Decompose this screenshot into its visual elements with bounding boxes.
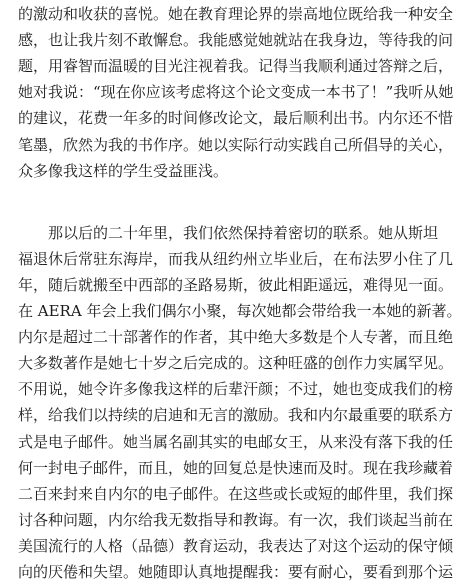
text-line: 向的厌倦和失望。她随即认真地提醒我：要有耐心，要看到那个运 (18, 563, 454, 581)
text-line: 何一封电子邮件，而且，她的回复总是快速而及时。现在我珍藏着 (18, 458, 454, 477)
text-line: 式是电子邮件。她当属名副其实的电邮女王，从来没有落下我的任 (18, 432, 454, 451)
text-line: 二百来封来自内尔的电子邮件。在这些或长或短的邮件里，我们探 (18, 484, 454, 503)
text-line: 题，用睿智而温暖的目光注视着我。记得当我顺利通过答辩之后， (18, 57, 454, 76)
text-line: 的建议，花费一年多的时间修改论文，最后顺利出书。内尔还不惜 (18, 109, 454, 128)
text-line: 福退休后常驻东海岸，而我从纽约州立毕业后，在布法罗小住了几 (18, 249, 454, 268)
text-line: 感，也让我片刻不敢懈怠。我能感觉她就站在我身边，等待我的问 (18, 31, 454, 50)
text-line: 美国流行的人格（品德）教育运动，我表达了对这个运动的保守倾 (18, 536, 454, 555)
text-line: 笔墨，欣然为我的书作序。她以实际行动实践自己所倡导的关心， (18, 135, 454, 154)
text-line: 的激动和收获的喜悦。她在教育理论界的崇高地位既给我一种安全 (18, 5, 454, 23)
text-line: 大多数著作是她七十岁之后完成的。这种旺盛的创作力实属罕见。 (18, 354, 454, 373)
text-line: 不用说，她令许多像我这样的后辈汗颜；不过，她也变成我们的榜 (18, 380, 454, 399)
text-line: 年，随后就搬至中西部的圣路易斯，彼此相距遥远，难得见一面。 (18, 275, 454, 294)
text-line: 那以后的二十年里，我们依然保持着密切的联系。她从斯坦 (48, 223, 439, 242)
text-line: 众多像我这样的学生受益匪浅。 (18, 161, 229, 180)
text-line: 内尔是超过二十部著作的作者，其中绝大多数是个人专著，而且绝 (18, 328, 454, 347)
text-line: 在 AERA 年会上我们偶尔小聚，每次她都会带给我一本她的新著。 (18, 302, 461, 320)
text-line: 讨各种问题，内尔给我无数指导和教诲。有一次，我们谈起当前在 (18, 510, 454, 529)
text-line: 她对我说：“现在你应该考虑将这个论文变成一本书了！”我听从她 (18, 83, 454, 102)
text-line: 样，给我们以持续的启迪和无言的激励。我和内尔最重要的联系方 (18, 406, 454, 425)
